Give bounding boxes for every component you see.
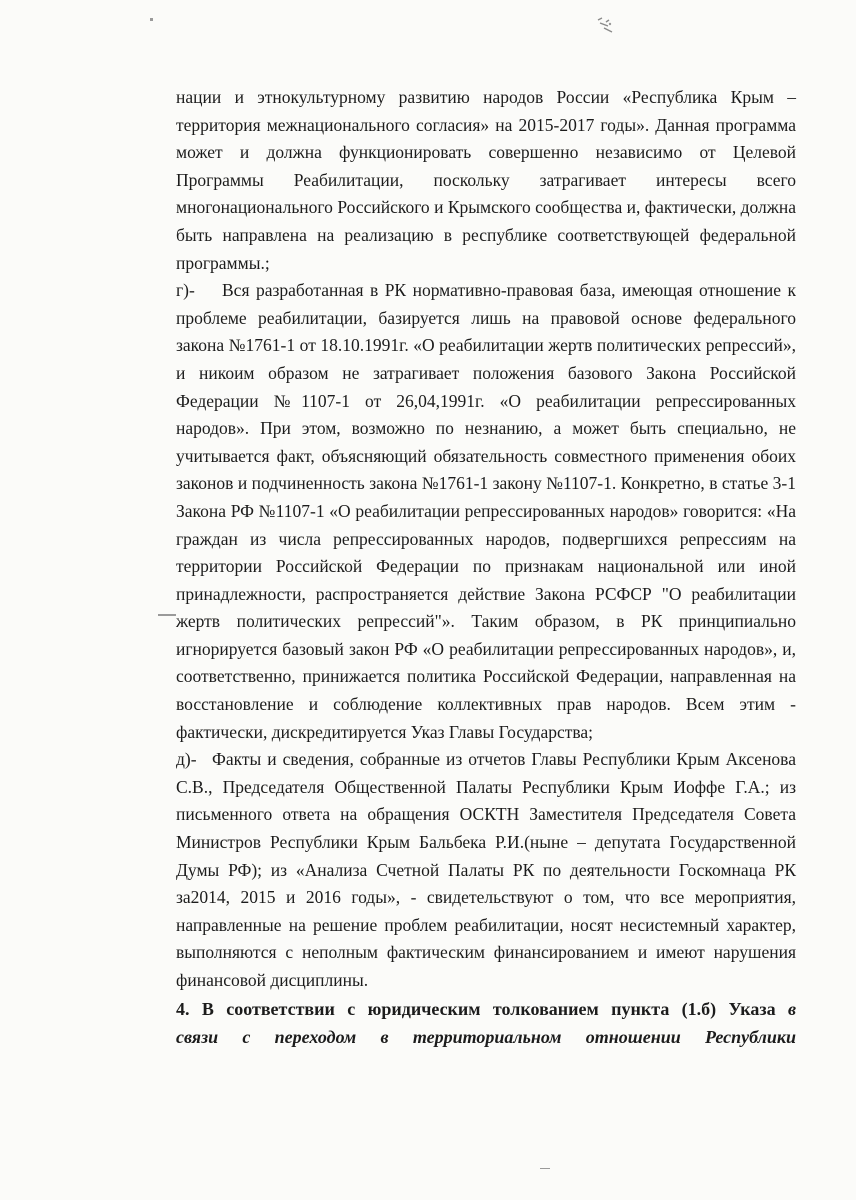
section-4-heading-italic: в — [787, 998, 796, 1019]
list-item-g-label: г)- — [176, 280, 195, 301]
scan-speck — [540, 1168, 550, 1169]
list-item-d-text: Факты и сведения, собранные из отчетов Главы Республики Крым Аксенова С.В., Председателя Общественной Палаты Республики Крым Иоффе Г.А.; из письменного ответа на обращения ОСКТН Заместителя Председателя Совета Министров Республики Крым Бальбека Р.И.(ныне – депутата Государственной Думы РФ); из «Анализа Счетной Палаты РК по деятельности Госкомнаца РК за2014, 2015 и 2016 годы», - свидетельствуют о том, что все мероприятия, направленные на решение проблем реабилитации, носят несистемный характер, выполняются с неполным фактическим финансированием и имеют нарушения финансовой дисциплины. — [176, 749, 796, 990]
scan-artifact-mark — [590, 14, 620, 36]
document-body — [176, 84, 796, 1051]
section-4-heading-text: 4. В соответствии с юридическим толкованием пункта (1.б) Указа — [176, 998, 776, 1019]
scan-speck — [158, 614, 176, 616]
section-4-heading-continuation: связи с переходом в территориальном отношении Республики — [176, 1026, 796, 1047]
scan-speck — [150, 18, 153, 21]
list-item-d-label: д)- — [176, 749, 197, 770]
section-4-heading — [176, 995, 796, 1023]
list-item-d — [176, 746, 796, 994]
list-item-g-text: Вся разработанная в РК нормативно-правовая база, имеющая отношение к проблеме реабилитации, базируется лишь на правовой основе федерального закона №1761-1 от 18.10.1991г. «О реабилитации жертв политических репрессий», и никоим образом не затрагивает положения базового Закона Российской Федерации №1107-1 от 26,04,1991г. «О реабилитации репрессированных народов». При этом, возможно по незнанию, а может быть специально, не учитывается факт, объясняющий обязательность совместного применения обоих законов и подчиненность закона №1761-1 закону №1107-1. Конкретно, в статье 3-1 Закона РФ №1107-1 «О реабилитации репрессированных народов» говорится: «На граждан из числа репрессированных народов, подвергшихся репрессиям на территории Российской Федерации по признакам национальной или иной принадлежности, распространяется действие Закона РСФСР "О реабилитации жертв политических репрессий"». Таким образом, в РК принципиально игнорируется базовый закон РФ «О реабилитации репрессированных народов», и, соответственно, принижается политика Российской Федерации, направленная на восстановление и соблюдение коллективных прав народов. Всем этим - фактически, дискредитируется Указ Главы Государства; — [176, 280, 796, 742]
paragraph-intro: нации и этнокультурному развитию народов России «Республика Крым – территория межнационального согласия» на 2015-2017 годы». Данная программа может и должна функционировать совершенно независимо от Целевой Программы Реабилитации, поскольку затрагивает интересы всего многонационального Российского и Крымского сообщества и, фактически, должна быть направлена на реализацию в республике соответствующей федеральной программы.; — [176, 87, 796, 273]
list-item-g — [176, 277, 796, 746]
